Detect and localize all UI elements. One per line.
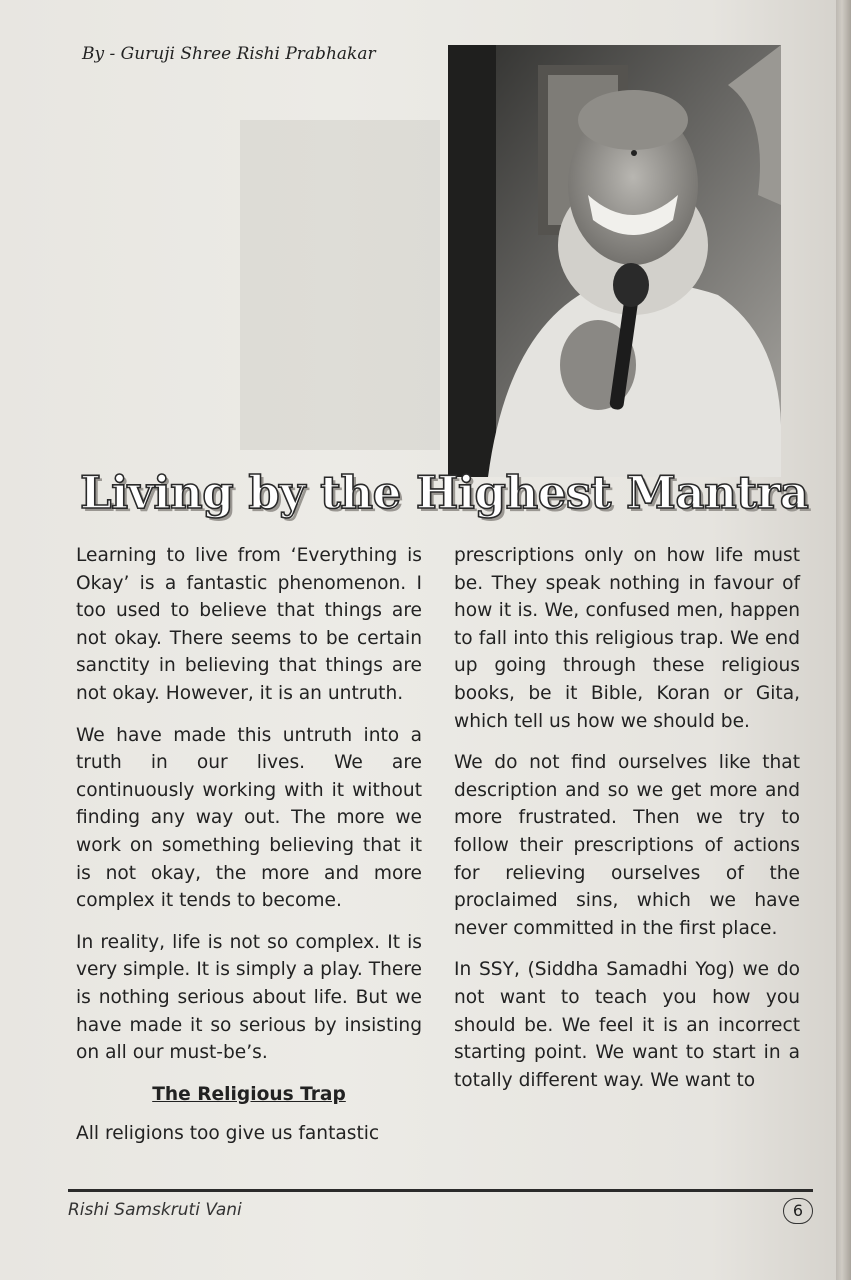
headline-text: Living by the Highest Mantra [80, 466, 809, 519]
paragraph: Learning to live from ‘Everything is Okay’ is a fantastic phenomenon. I too used to believe that things are not okay. There seems to be certain sanctity in believing that things are not okay. However, it is an untruth. [76, 545, 422, 704]
show-through-shadow [240, 120, 440, 450]
left-column [76, 542, 422, 1162]
headline [80, 466, 809, 536]
guruji-photo [448, 45, 781, 477]
footer-divider [68, 1189, 813, 1192]
paragraph: prescriptions only on how life must be. They speak nothing in favour of how it is. We, confused men, happen to fall into this religious trap. We end up going through these religious books, be it Bible, Koran or Gita, which tell us how we should be. [454, 545, 800, 732]
paragraph: We have made this untruth into a truth in our lives. We are continuously working with it without finding any way out. The more we work on something believing that it is not okay, the more and more complex it tends to become. [76, 724, 422, 912]
right-column [454, 542, 800, 1108]
publication-name: Rishi Samskruti Vani [68, 1200, 242, 1220]
section-subheading: The Religious Trap [152, 1083, 346, 1105]
paragraph: In reality, life is not so complex. It is very simple. It is simply a play. There is nothing serious about life. But we have made it so serious by insisting on all our must-be’s. [76, 931, 422, 1064]
page-edge [836, 0, 851, 1280]
byline: By - Guruji Shree Rishi Prabhakar [82, 44, 376, 64]
page-number: 6 [783, 1198, 813, 1224]
paragraph: All religions too give us fantastic [76, 1123, 380, 1145]
paragraph: We do not find ourselves like that description and so we get more and more frustrated. Then we try to follow their prescriptions of actions for relieving ourselves of the proclaimed sins, which we have never committed in the first place. [454, 752, 800, 939]
paragraph: In SSY, (Siddha Samadhi Yog) we do not want to teach you how you should be. We feel it is an incorrect starting point. We want to start in a totally different way. We want to [454, 959, 800, 1091]
